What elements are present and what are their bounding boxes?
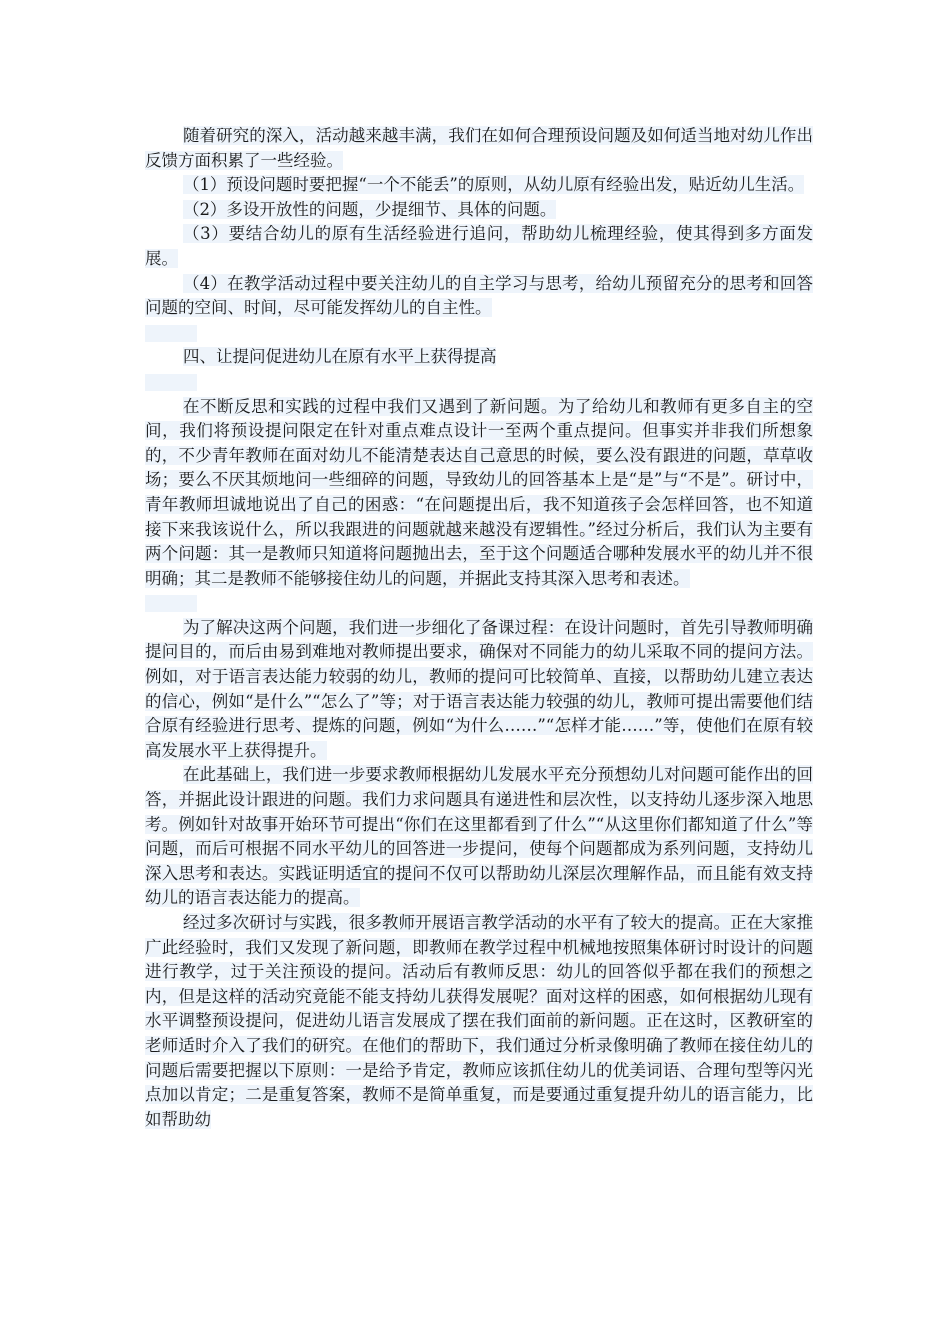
blank-line (145, 591, 813, 616)
paragraph: 在不断反思和实践的过程中我们又遇到了新问题。为了给幼儿和教师有更多自主的空间，我们将预设提问限定在针对重点难点设计一至两个重点提问。但事实并非我们所想象的，不少青年教师在面对幼儿不能清楚表达自己意思的时候，要么没有跟进的问题，草草收场；要么不厌其烦地问一些细碎的问题，导致幼儿的回答基本上是“是”与“不是”。研讨中，青年教师坦诚地说出了自己的困惑：“在问题提出后，我不知道孩子会怎样回答，也不知道接下来我该说什么，所以我跟进的问题就越来越没有逻辑性。”经过分析后，我们认为主要有两个问题：其一是教师只知道将问题抛出去，至于这个问题适合哪种发展水平的幼儿并不很明确；其二是教师不能够接住幼儿的问题，并据此支持其深入思考和表述。 (145, 396, 813, 588)
list-item: （1）预设问题时要把握“一个不能丢”的原则，从幼儿原有经验出发，贴近幼儿生活。 (182, 175, 805, 195)
paragraph: 在此基础上，我们进一步要求教师根据幼儿发展水平充分预想幼儿对问题可能作出的回答，并据此设计跟进的问题。我们力求问题具有递进性和层次性，以支持幼儿逐步深入地思考。例如针对故事开始环节可提出“你们在这里都看到了什么”“从这里你们都知道了什么”等问题，而后可根据不同水平幼儿的回答进一步提问，使每个问题都成为系列问题，支持幼儿深入思考和表达。实践证明适宜的提问不仅可以帮助幼儿深层次理解作品，而且能有效支持幼儿的语言表达能力的提高。 (145, 765, 813, 908)
blank-line (145, 370, 813, 395)
paragraph: 为了解决这两个问题，我们进一步细化了备课过程：在设计问题时，首先引导教师明确提问目的，而后由易到难地对教师提出要求，确保对不同能力的幼儿采取不同的提问方法。例如，对于语言表达能力较弱的幼儿，教师的提问可比较简单、直接，以帮助幼儿建立表达的信心，例如“是什么”“怎么了”等；对于语言表达能力较强的幼儿，教师可提出需要他们结合原有经验进行思考、提炼的问题，例如“为什么……”“怎样才能……”等，使他们在原有较高发展水平上获得提升。 (145, 617, 813, 760)
blank-line (145, 321, 813, 346)
document-body (145, 124, 813, 1132)
list-item: （4）在教学活动过程中要关注幼儿的自主学习与思考，给幼儿预留充分的思考和回答问题的空间、时间，尽可能发挥幼儿的自主性。 (145, 273, 813, 318)
list-item: （3）要结合幼儿的原有生活经验进行追问，帮助幼儿梳理经验，使其得到多方面发展。 (145, 224, 813, 268)
paragraph: 经过多次研讨与实践，很多教师开展语言教学活动的水平有了较大的提高。正在大家推广此经验时，我们又发现了新问题，即教师在教学过程中机械地按照集体研讨时设计的问题进行教学，过于关注预设的提问。活动后有教师反思：幼儿的回答似乎都在我们的预想之内，但是这样的活动究竟能不能支持幼儿获得发展呢？面对这样的困惑，如何根据幼儿现有水平调整预设提问，促进幼儿语言发展成了摆在我们面前的新问题。正在这时，区教研室的老师适时介入了我们的研究。在他们的帮助下，我们通过分析录像明确了教师在接住幼儿的问题后需要把握以下原则：一是给予肯定，教师应该抓住幼儿的优美词语、合理句型等闪光点加以肯定；二是重复答案，教师不是简单重复，而是要通过重复提升幼儿的语言能力，比如帮助幼 (145, 913, 813, 1129)
list-item: （2）多设开放性的问题，少提细节、具体的问题。 (182, 199, 557, 219)
section-heading: 四、让提问促进幼儿在原有水平上获得提高 (182, 347, 497, 367)
paragraph: 随着研究的深入，活动越来越丰满，我们在如何合理预设问题及如何适当地对幼儿作出反馈方面积累了一些经验。 (145, 126, 813, 170)
